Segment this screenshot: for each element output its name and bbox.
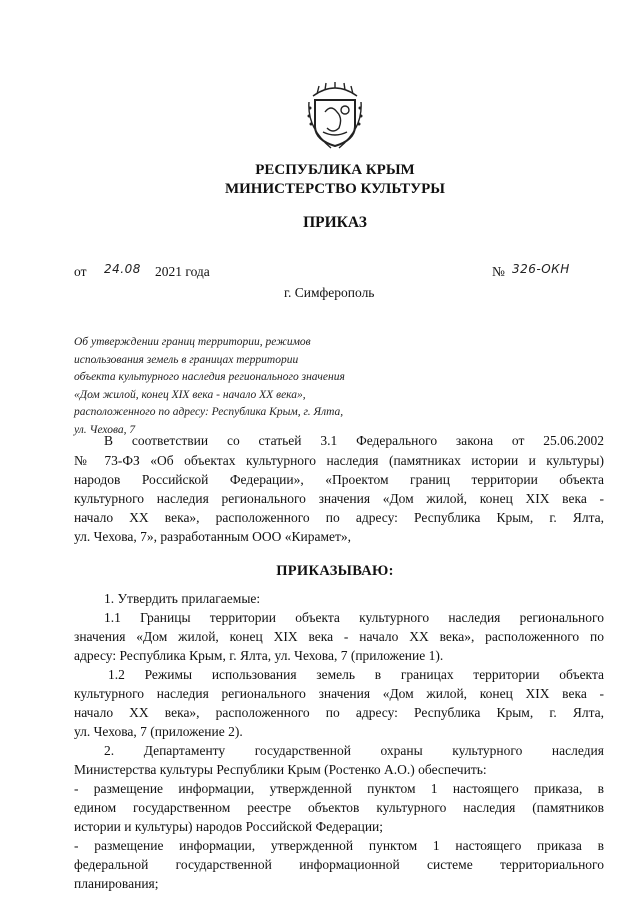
subject-line: расположенного по адресу: Республика Крым, г. Ялта, bbox=[74, 406, 344, 418]
preamble-line: № 73-ФЗ «Об объектах культурного наследия (памятниках истории и культуры) bbox=[74, 453, 604, 468]
item-line: едином государственном реестре объектов культурного наследия (памятников bbox=[74, 800, 604, 815]
item-line: ул. Чехова, 7 (приложение 2). bbox=[74, 724, 243, 739]
item-line: значения «Дом жилой, конец XIX века - начало XX века», расположенного по bbox=[74, 629, 604, 644]
preamble-line: ул. Чехова, 7», разработанным ООО «Кирамет», bbox=[74, 529, 352, 544]
item-line: истории и культуры) народов Российской Федерации; bbox=[74, 819, 384, 834]
preamble-line: культурного наследия регионального значения «Дом жилой, конец XIX века - bbox=[74, 491, 604, 506]
city: г. Симферополь bbox=[284, 285, 375, 300]
date-prefix: от bbox=[74, 264, 87, 279]
order-word: ПРИКАЗЫВАЮ: bbox=[276, 563, 394, 579]
item-line: 1.1 Границы территории объекта культурного наследия регионального bbox=[104, 610, 604, 625]
item-line: 1. Утвердить прилагаемые: bbox=[104, 591, 261, 606]
preamble-line: начало XX века», расположенного по адресу: Республика Крым, г. Ялта, bbox=[74, 510, 604, 525]
date-handwritten: 24.08 bbox=[104, 262, 141, 276]
republic-title: РЕСПУБЛИКА КРЫМ bbox=[255, 162, 415, 178]
item-line: 2. Департаменту государственной охраны культурного наследия bbox=[104, 743, 604, 758]
date-year: 2021 года bbox=[155, 264, 210, 279]
crimea-emblem-icon bbox=[305, 82, 365, 150]
number-prefix: № bbox=[492, 264, 505, 279]
subject-line: ул. Чехова, 7 bbox=[74, 423, 136, 436]
subject-line: «Дом жилой, конец XIX века - начало XX века», bbox=[74, 388, 306, 401]
item-line: культурного наследия регионального значения «Дом жилой, конец XIX века - bbox=[74, 686, 604, 701]
item-line: Министерства культуры Республики Крым (Ростенко А.О.) обеспечить: bbox=[74, 762, 487, 777]
item-line: федеральной государственной информационной системе территориального bbox=[74, 857, 604, 872]
subject-line: использования земель в границах территории bbox=[74, 353, 299, 366]
item-line: 1.2 Режимы использования земель в границах территории объекта bbox=[108, 667, 604, 682]
subject-block bbox=[74, 334, 374, 439]
subject-line: объекта культурного наследия регионального значения bbox=[74, 371, 345, 383]
item-line: планирования; bbox=[74, 876, 159, 891]
item-line: начало XX века», расположенного по адресу: Республика Крым, г. Ялта, bbox=[74, 705, 604, 720]
preamble-line: народов Российской Федерации», «Проектом границ территории объекта bbox=[74, 472, 604, 487]
item-line: - размещение информации, утвержденной пунктом 1 настоящего приказа, в bbox=[74, 781, 604, 796]
number-handwritten: 326-ОКН bbox=[512, 262, 570, 276]
item-line: адресу: Республика Крым, г. Ялта, ул. Чехова, 7 (приложение 1). bbox=[74, 648, 444, 663]
ministry-title: МИНИСТЕРСТВО КУЛЬТУРЫ bbox=[224, 181, 446, 197]
subject-line: Об утверждении границ территории, режимов bbox=[74, 336, 311, 348]
item-line: - размещение информации, утвержденной пунктом 1 настоящего приказа в bbox=[74, 838, 604, 853]
preamble-line: В соответствии со статьей 3.1 Федерального закона от 25.06.2002 bbox=[104, 433, 604, 448]
doc-type-title: ПРИКАЗ bbox=[303, 214, 367, 231]
